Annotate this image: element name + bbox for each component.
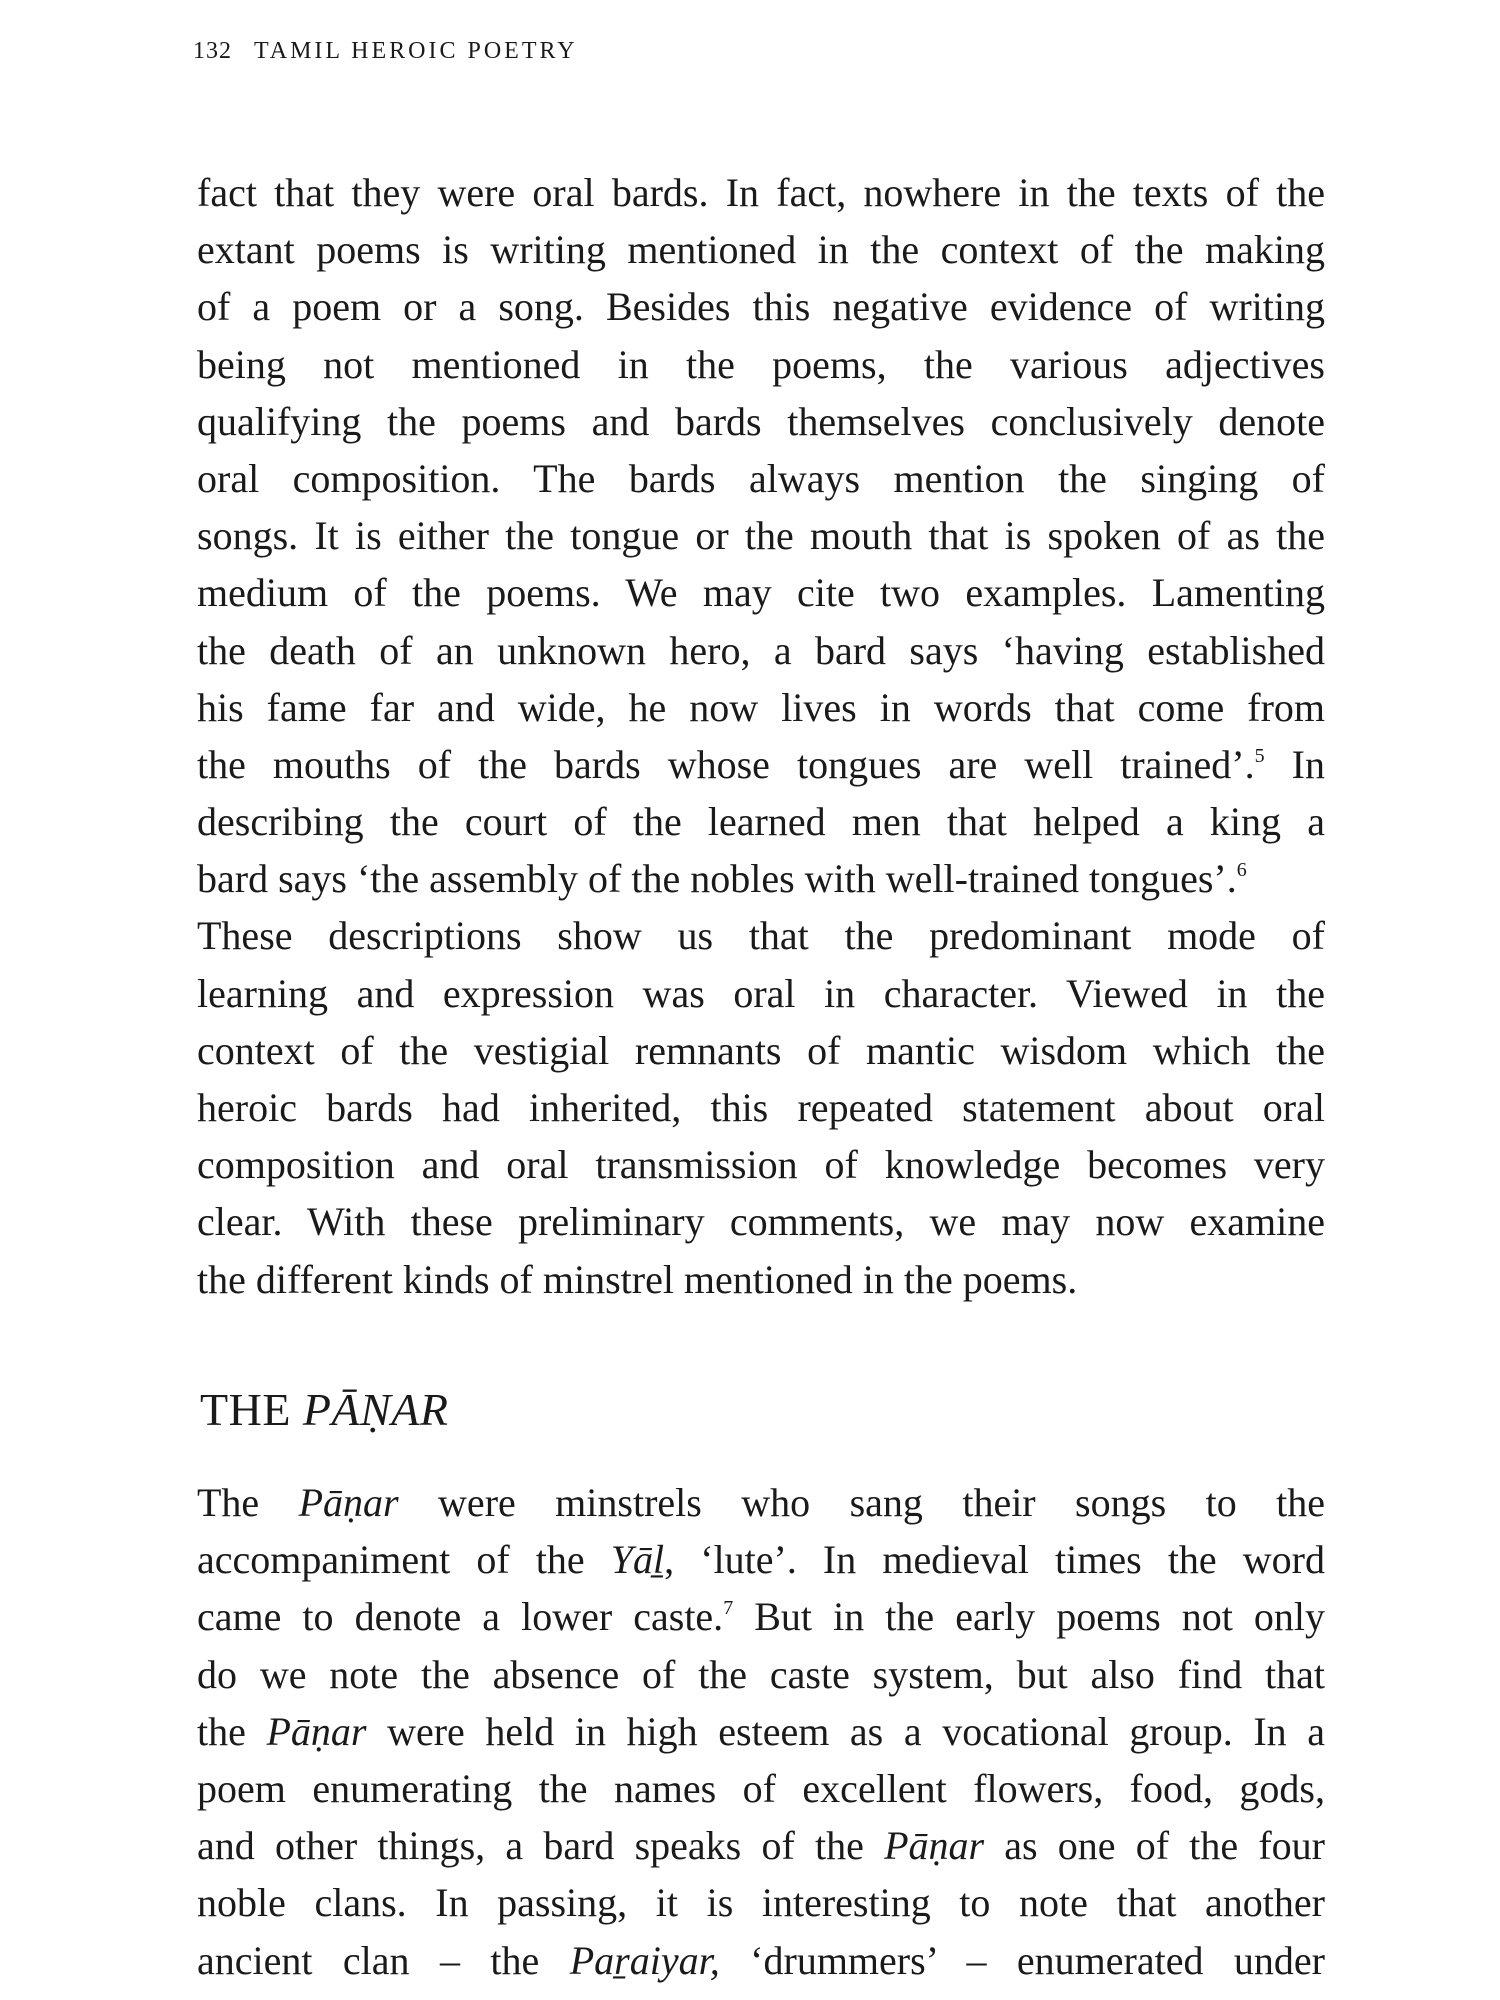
text-line: of a poem or a song. Besides this negative evidence of writing: [197, 284, 1325, 330]
text-line: learning and expression was oral in character. Viewed in the: [197, 970, 1325, 1016]
text-line: extant poems is writing mentioned in the context of the making: [197, 227, 1325, 273]
section-heading: [200, 1380, 449, 1440]
text-segment: were minstrels who sang their songs to the: [398, 1480, 1326, 1525]
text-segment: ‘drummers’ – enumerated under: [719, 1937, 1325, 1983]
text-segment: and other things, a bard speaks of the: [197, 1823, 885, 1869]
running-title: TAMIL HEROIC POETRY: [254, 38, 578, 64]
body-paragraph-2: [197, 1474, 1325, 1989]
italic-term: Pāṇar: [298, 1480, 399, 1525]
text-segment: bard says ‘the assembly of the nobles with well-trained tongues’.: [197, 856, 1237, 902]
text-line: [197, 1703, 1325, 1760]
text-line: the death of an unknown hero, a bard says ‘having established: [197, 627, 1325, 673]
text-line: [197, 1531, 1325, 1588]
text-segment: the mouths of the bards whose tongues are well trained’.: [197, 741, 1255, 787]
text-line: [197, 1817, 1325, 1874]
text-line: the different kinds of minstrel mentioned in the poems.: [197, 1256, 1078, 1302]
text-line: noble clans. In passing, it is interesting to note that another: [197, 1880, 1325, 1926]
text-line: fact that they were oral bards. In fact, nowhere in the texts of the: [197, 170, 1325, 215]
text-line: clear. With these preliminary comments, we may now examine: [197, 1199, 1325, 1245]
italic-term: Yāḻ: [610, 1537, 665, 1583]
text-segment: , ‘lute’. In medieval times the word: [664, 1537, 1325, 1583]
text-line: songs. It is either the tongue or the mouth that is spoken of as the: [197, 513, 1325, 559]
text-line: qualifying the poems and bards themselves conclusively denote: [197, 398, 1325, 444]
text-segment: as one of the four: [984, 1823, 1326, 1869]
text-line: [197, 850, 1325, 907]
text-line: being not mentioned in the poems, the various adjectives: [197, 341, 1325, 387]
text-segment: the: [197, 1708, 267, 1754]
text-line: composition and oral transmission of knowledge becomes very: [197, 1142, 1325, 1188]
text-line: context of the vestigial remnants of mantic wisdom which the: [197, 1027, 1325, 1073]
text-line: do we note the absence of the caste system, but also find that: [197, 1651, 1325, 1697]
italic-term: Paṟaiyar,: [569, 1937, 720, 1983]
text-segment: The: [197, 1480, 299, 1525]
text-line: [197, 1588, 1325, 1645]
heading-italic: PĀṆAR: [302, 1384, 449, 1435]
text-segment: came to denote a lower caste.: [197, 1594, 724, 1640]
text-line: [197, 1474, 1325, 1531]
text-line: oral composition. The bards always mention the singing of: [197, 455, 1325, 501]
running-head: [193, 38, 578, 65]
text-segment: accompaniment of the: [197, 1537, 611, 1583]
text-line: [197, 736, 1325, 793]
text-segment: ancient clan – the: [197, 1937, 570, 1983]
italic-term: Pāṇar: [884, 1823, 985, 1869]
footnote-marker-6: 6: [1236, 859, 1247, 882]
text-line: heroic bards had inherited, this repeated statement about oral: [197, 1085, 1325, 1130]
text-segment: But in the early poems not only: [733, 1594, 1325, 1640]
text-segment: In: [1264, 741, 1325, 787]
text-line: his fame far and wide, he now lives in words that come from: [197, 684, 1325, 730]
page-number: 132: [193, 38, 232, 64]
text-line: describing the court of the learned men that helped a king a: [197, 799, 1325, 845]
body-paragraph-1: [197, 164, 1325, 1308]
text-line: poem enumerating the names of excellent flowers, food, gods,: [197, 1765, 1325, 1811]
text-line: These descriptions show us that the predominant mode of: [197, 913, 1325, 959]
heading-prefix: THE: [200, 1384, 303, 1435]
italic-term: Pāṇar: [266, 1708, 367, 1754]
footnote-marker-5: 5: [1254, 744, 1265, 767]
footnote-marker-7: 7: [723, 1597, 734, 1620]
text-line: [197, 1932, 1325, 1989]
text-line: medium of the poems. We may cite two examples. Lamenting: [197, 570, 1325, 616]
text-segment: were held in high esteem as a vocational group. In a: [366, 1708, 1325, 1754]
